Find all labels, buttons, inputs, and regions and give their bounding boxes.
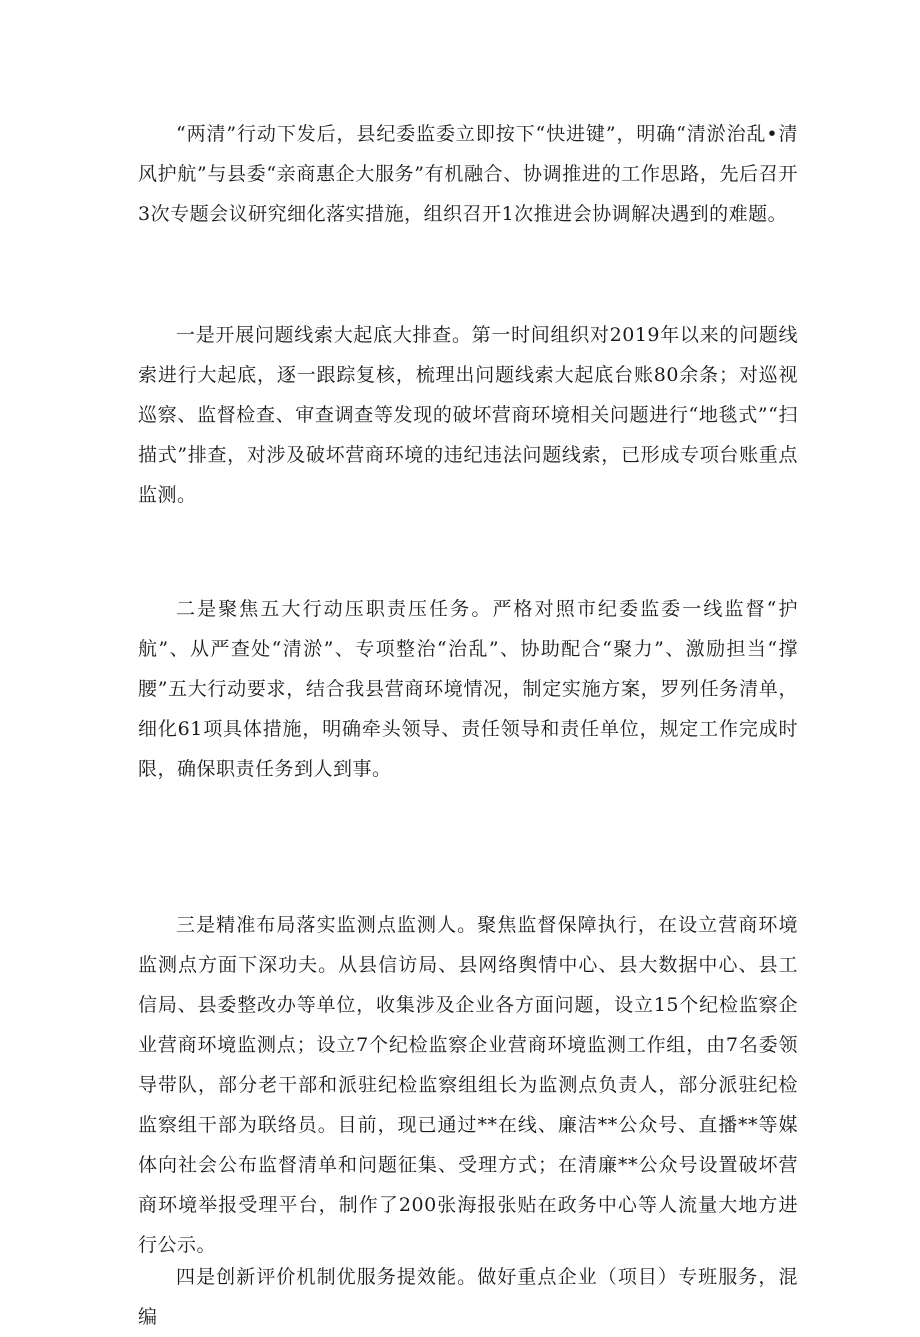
paragraph-intro: “两清”行动下发后，县纪委监委立即按下“快进键”，明确“清淤治乱•清风护航”与县委“亲商惠企大服务”有机融合、协调推进的工作思路，先后召开3次专题会议研究细化落实措施，组织召开1次推进会协调解决遇到的难题。 bbox=[138, 123, 798, 225]
paragraph-point-three: 三是精准布局落实监测点监测人。聚焦监督保障执行，在设立营商环境监测点方面下深功夫。从县信访局、县网络舆情中心、县大数据中心、县工信局、县委整改办等单位，收集涉及企业各方面问题，设立15个纪检监察企业营商环境监测点；设立7个纪检监察企业营商环境监测工作组，由7名委领导带队，部分老干部和派驻纪检监察组组长为监测点负责人，部分派驻纪检监察组干部为联络员。目前，现已通过**在线、廉洁**公众号、直播**等媒体向社会公布监督清单和问题征集、受理方式；在清廉**公众号设置破坏营商环境举报受理平台，制作了200张海报张贴在政务中心等人流量大地方进行公示。 bbox=[138, 914, 798, 1256]
paragraph-point-one: 一是开展问题线索大起底大排查。第一时间组织对2019年以来的问题线索进行大起底，逐一跟踪复核，梳理出问题线索大起底台账80余条；对巡视巡察、监督检查、审查调查等发现的破坏营商环境相关问题进行“地毯式”“扫描式”排查，对涉及破坏营商环境的违纪违法问题线索，已形成专项台账重点监测。 bbox=[138, 324, 798, 506]
paragraph-point-two: 二是聚焦五大行动压职责压任务。严格对照市纪委监委一线监督“护航”、从严查处“清淤”、专项整治“治乱”、协助配合“聚力”、激励担当“撑腰”五大行动要求，结合我县营商环境情况，制定实施方案，罗列任务清单，细化61项具体措施，明确牵头领导、责任领导和责任单位，规定工作完成时限，确保职责任务到人到事。 bbox=[138, 598, 798, 780]
paragraph-point-four: 四是创新评价机制优服务提效能。做好重点企业（项目）专班服务，混编 bbox=[138, 1266, 798, 1328]
